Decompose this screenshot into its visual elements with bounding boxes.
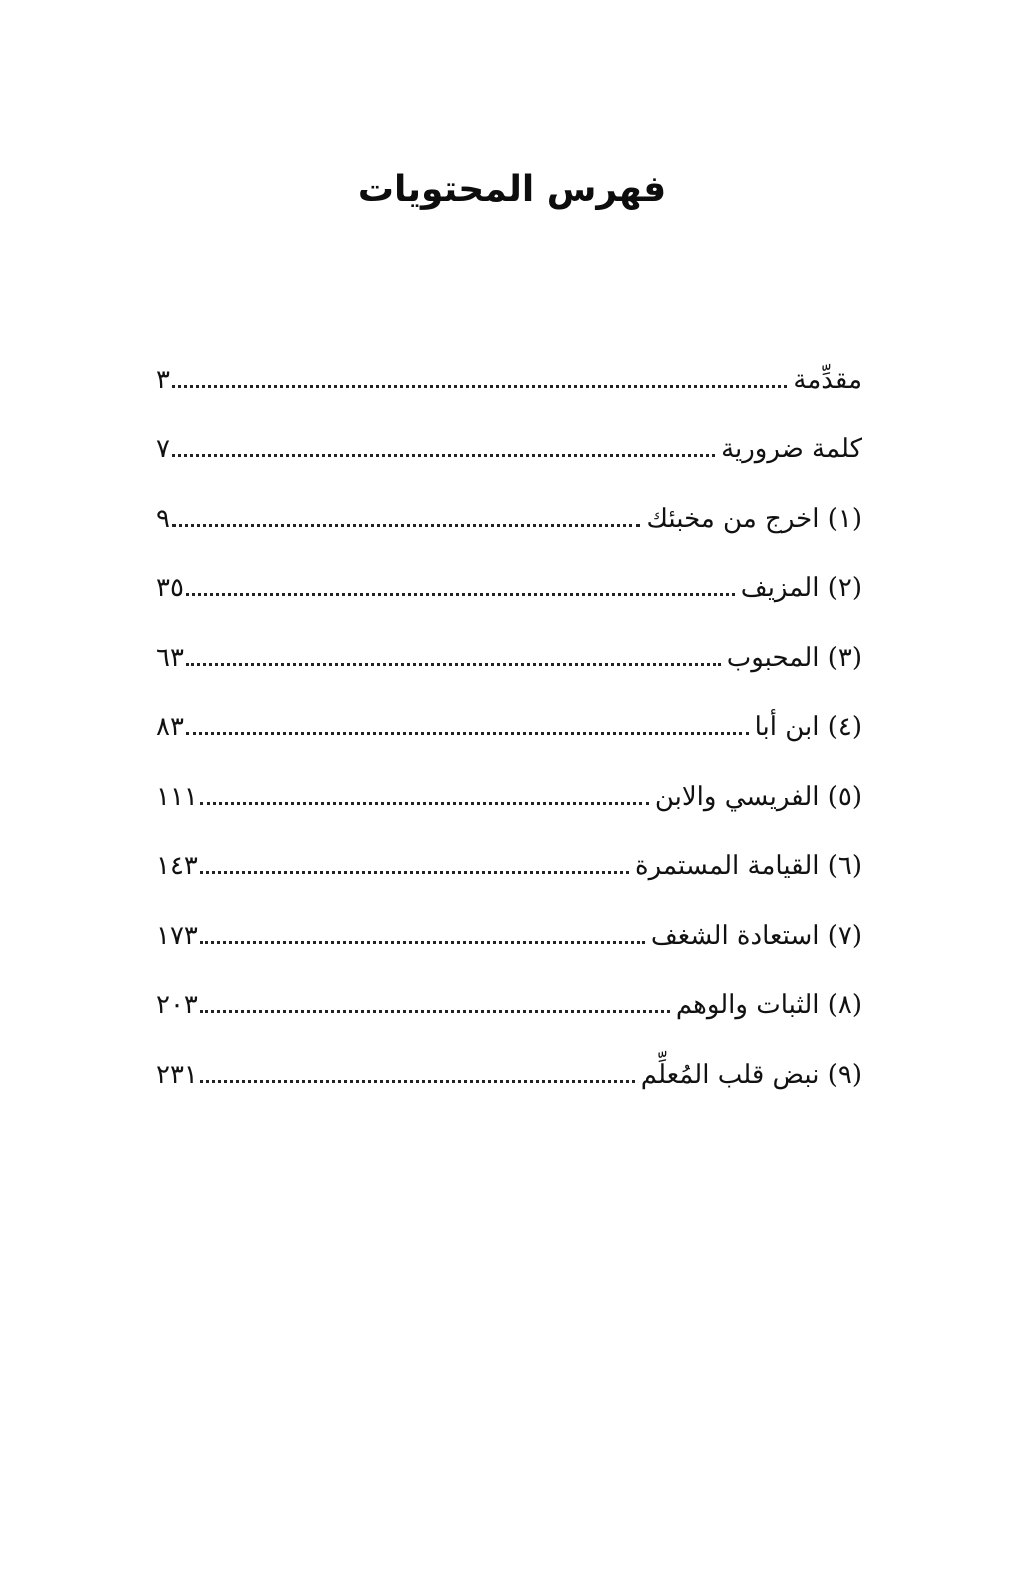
toc-entry — [156, 747, 862, 817]
toc-entry — [156, 1025, 862, 1095]
toc-entry-page-number: ٧ — [156, 434, 170, 464]
toc-entry-title: (٩) نبض قلب المُعلِّم — [640, 1059, 862, 1090]
page-title: فهرس المحتويات — [357, 169, 667, 210]
toc-entry-page-number: ١٤٣ — [156, 851, 198, 881]
toc-entry — [156, 469, 862, 539]
toc-entry-title: (٥) الفريسي والابن — [654, 781, 862, 812]
dot-leader — [200, 941, 645, 944]
toc-entry — [156, 400, 862, 470]
toc-entry — [156, 608, 862, 678]
dot-leader — [172, 524, 641, 527]
toc-entry-title: (٤) ابن أبا — [754, 712, 862, 742]
toc-entry-page-number: ١١١ — [156, 781, 198, 812]
dot-leader — [186, 593, 735, 596]
dot-leader — [172, 385, 787, 388]
dot-leader — [200, 871, 629, 874]
toc-entry — [156, 886, 862, 956]
dot-leader — [200, 1080, 635, 1083]
toc-entry-title: (٨) الثبات والوهم — [675, 990, 862, 1020]
dot-leader — [186, 663, 721, 666]
toc-entry-title: (٣) المحبوب — [726, 642, 862, 673]
toc-entry-title: (٦) القيامة المستمرة — [635, 851, 862, 881]
toc-entry — [156, 330, 862, 400]
toc-entry — [156, 678, 862, 748]
dot-leader — [186, 732, 749, 735]
toc-entry — [156, 817, 862, 887]
toc-entry-page-number: ٢٣١ — [156, 1059, 198, 1090]
toc-entry-page-number: ٣ — [156, 364, 170, 395]
toc-entry-page-number: ٨٣ — [156, 712, 184, 742]
table-of-contents — [156, 330, 862, 1095]
toc-entry — [156, 956, 862, 1026]
toc-entry-page-number: ٩ — [156, 503, 170, 534]
toc-entry-page-number: ٦٣ — [156, 642, 184, 673]
toc-entry-title: (١) اخرج من مخبئك — [646, 503, 862, 534]
dot-leader — [172, 454, 715, 457]
toc-entry-page-number: ٣٥ — [156, 573, 184, 603]
toc-entry-title: (٢) المزيف — [740, 573, 862, 603]
toc-entry-title: كلمة ضرورية — [721, 434, 862, 464]
dot-leader — [200, 802, 649, 805]
toc-entry-title: مقدِّمة — [793, 364, 862, 395]
toc-entry-title: (٧) استعادة الشغف — [650, 920, 862, 951]
dot-leader — [200, 1010, 670, 1013]
toc-entry — [156, 539, 862, 609]
toc-entry-page-number: ٢٠٣ — [156, 990, 198, 1020]
toc-entry-page-number: ١٧٣ — [156, 920, 198, 951]
